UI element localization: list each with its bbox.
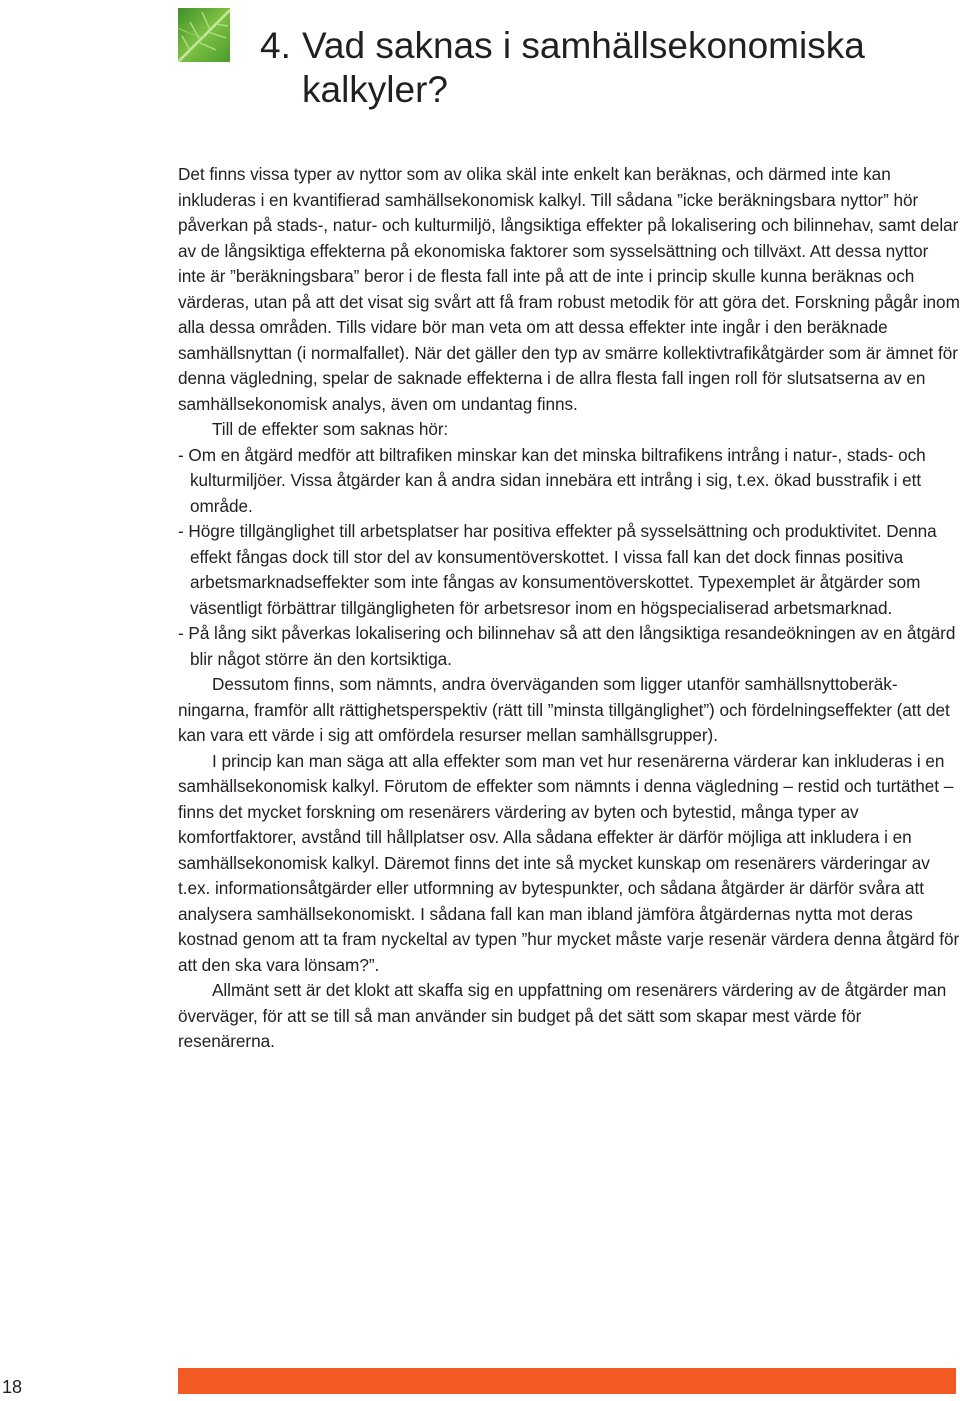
- chapter-title-line-2: kalkyler?: [302, 69, 448, 110]
- list-item-localization: - På lång sikt påverkas lokalisering och bilinnehav så att den långsiktiga resandeökningen av en åtgärd blir något större än den kortsiktiga.: [178, 623, 956, 669]
- body-text: [178, 162, 960, 1055]
- list-item-environment: - Om en åtgärd medför att biltrafiken minskar kan det minska biltrafikens intrång i natur-, stads- och kulturmiljöer. Vissa åtgärder kan å andra sidan innebära ett intrång i sig, t.ex. ökad busstrafik i ett område.: [178, 444, 926, 516]
- paragraph-valuation: I princip kan man säga att alla effekter som man vet hur resenärerna värderar kan inkluderas i en samhällsekonomisk kalkyl. Förutom de effekter som nämnts i denna vägledning – restid och turtäthet – finns det mycket forskning om resenärers värdering av byten och bytestid, många typer av komfortfaktorer, avstånd till hållplatser osv. Alla sådana effekter är därför möjliga att inkludera i en samhällsekonomisk kalkyl. Däremot finns det inte så mycket kunskap om resenärers värderingar av t.ex. informationsåtgärder eller utformning av bytespunkter, och sådana åtgärder är därför svåra att analysera samhällsekonomiskt. I sådana fall kan man ibland jämföra åtgärdernas nytta mot deras kostnad genom att ta fram nyckeltal av typen ”hur mycket måste varje resenär värdera denna åtgärd för att den ska vara lönsam?”.: [178, 750, 960, 975]
- list-item-labor-market: - Högre tillgänglighet till arbetsplatser har positiva effekter på sysselsättning och produktivitet. Denna effekt fångas dock till stor del av konsumentöverskottet. I vissa fall kan det dock finnas positiva arbetsmarknadseffekter som inte fångas av konsumentöverskottet. Typexemplet är åtgärder som väsentligt förbättrar tillgängligheten för arbetsresor inom en högspecialiserad arbetsmarknad.: [178, 521, 937, 618]
- paragraph-list-intro: Till de effekter som saknas hör:: [212, 419, 449, 439]
- chapter-heading: [260, 24, 920, 112]
- chapter-title-line-1: Vad saknas i samhällsekonomiska: [302, 25, 865, 66]
- paragraph-other-considerations: Dessutom finns, som nämnts, andra överväganden som ligger utanför samhällsnyttoberäkningarna, framför allt rättighetsperspektiv (rätt till ”minsta tillgänglighet”) och fördelningseffekter (att det kan vara ett värde i sig att omfördela resurser mellan samhällsgrupper).: [178, 674, 950, 745]
- footer-bar: [178, 1368, 956, 1394]
- leaf-icon: [178, 8, 230, 62]
- paragraph-conclusion: Allmänt sett är det klokt att skaffa sig en uppfattning om resenärers värdering av de åtgärder man överväger, för att se till så man använder sin budget på det sätt som skapar mest värde för resenärerna.: [178, 980, 947, 1051]
- chapter-number: 4.: [260, 25, 291, 66]
- page-number: 18: [2, 1377, 23, 1397]
- paragraph-intro: Det finns vissa typer av nyttor som av olika skäl inte enkelt kan beräknas, och därmed inte kan inkluderas i en kvantifierad samhällsekonomisk kalkyl. Till sådana ”icke beräkningsbara nyttor” hör påverkan på stads-, natur- och kulturmiljö, långsiktiga effekter på lokalisering och bilinnehav, samt delar av de långsiktiga effekterna på ekonomiska faktorer som sysselsättning och tillväxt. Att dessa nyttor inte är ”beräkningsbara” beror i de flesta fall inte på att de inte i princip skulle kunna beräknas och värderas, utan på att det visat sig svårt att få fram robust metodik för att göra det. Forskning pågår inom alla dessa områden. Tills vidare bör man veta om att dessa effekter inte ingår i den beräknade samhällsnyttan (i normalfallet). När det gäller den typ av smärre kollektivtrafikåtgärder som är ämnet för denna vägledning, spelar de saknade effekterna i de allra flesta fall ingen roll för slutsatserna av en samhällsekonomisk analys, även om undantag finns.: [178, 164, 960, 414]
